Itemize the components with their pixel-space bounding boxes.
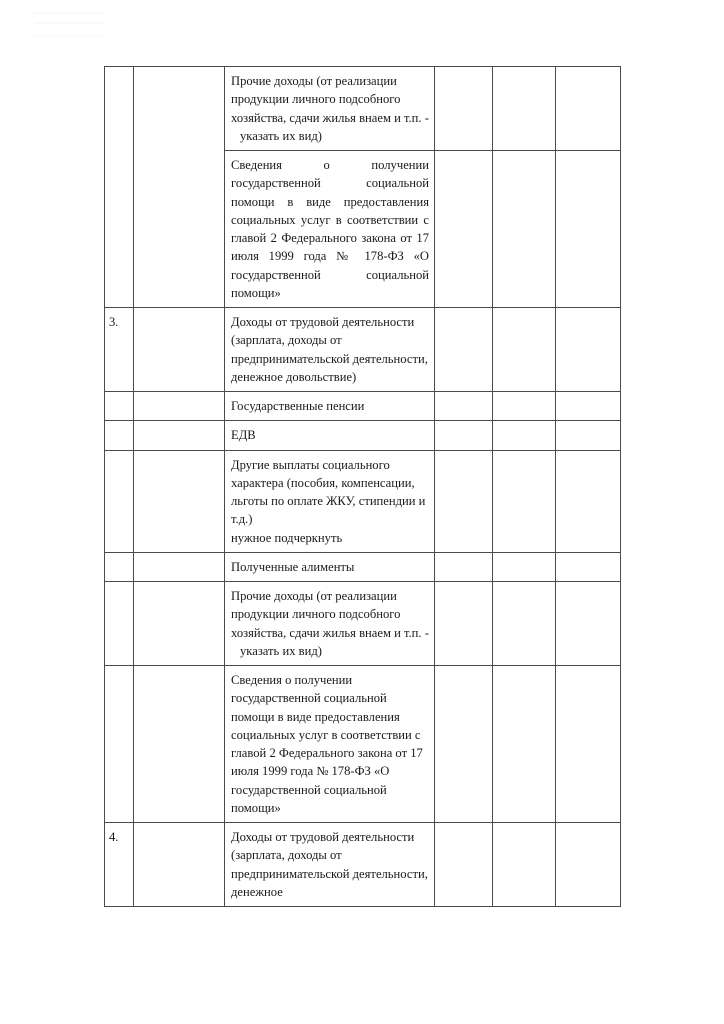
row-blank-cell[interactable] bbox=[134, 421, 225, 450]
row-data-cell-2[interactable] bbox=[493, 666, 556, 823]
row-description-cell bbox=[225, 151, 435, 308]
row-data-cell-1[interactable] bbox=[435, 582, 493, 666]
table-row bbox=[105, 308, 621, 392]
row-description-cell bbox=[225, 421, 435, 450]
row-blank-cell[interactable] bbox=[134, 67, 225, 308]
row-data-cell-3[interactable] bbox=[556, 582, 621, 666]
table-row bbox=[105, 823, 621, 907]
row-data-cell-2[interactable] bbox=[493, 823, 556, 907]
row-description-cell bbox=[225, 823, 435, 907]
row-description-text: Доходы от трудовой деятельности (зарплата, доходы от предпринимательской деятельности, денежное довольствие) bbox=[231, 315, 428, 384]
row-description-text: ЕДВ bbox=[231, 428, 256, 443]
row-index-cell bbox=[105, 823, 134, 907]
row-description-tail: нужное подчеркнуть bbox=[231, 530, 343, 545]
table-row bbox=[105, 392, 621, 421]
row-description-text: Прочие доходы (от реализации продукции личного подсобного хозяйства, сдачи жилья внаем и т.п. - bbox=[231, 589, 429, 640]
row-index-label: 3. bbox=[109, 315, 119, 329]
row-blank-cell[interactable] bbox=[134, 582, 225, 666]
row-blank-cell[interactable] bbox=[134, 552, 225, 581]
row-description-cell bbox=[225, 67, 435, 151]
row-data-cell-1[interactable] bbox=[435, 392, 493, 421]
row-data-cell-2[interactable] bbox=[493, 421, 556, 450]
table-row bbox=[105, 666, 621, 823]
income-declaration-table bbox=[104, 66, 621, 907]
row-index-cell bbox=[105, 552, 134, 581]
table-row bbox=[105, 67, 621, 151]
row-data-cell-1[interactable] bbox=[435, 421, 493, 450]
row-description-cell bbox=[225, 450, 435, 552]
row-index-cell bbox=[105, 666, 134, 823]
table-row bbox=[105, 450, 621, 552]
row-data-cell-3[interactable] bbox=[556, 823, 621, 907]
table-row bbox=[105, 421, 621, 450]
row-description-cell bbox=[225, 582, 435, 666]
row-data-cell-2[interactable] bbox=[493, 67, 556, 151]
row-data-cell-3[interactable] bbox=[556, 308, 621, 392]
table-row bbox=[105, 552, 621, 581]
row-data-cell-2[interactable] bbox=[493, 450, 556, 552]
row-description-text: Полученные алименты bbox=[231, 559, 355, 574]
row-data-cell-3[interactable] bbox=[556, 552, 621, 581]
row-index-label: 4. bbox=[109, 830, 119, 844]
table-body bbox=[105, 67, 621, 907]
row-index-cell bbox=[105, 67, 134, 308]
row-index-cell bbox=[105, 421, 134, 450]
row-data-cell-3[interactable] bbox=[556, 421, 621, 450]
row-data-cell-2[interactable] bbox=[493, 308, 556, 392]
row-data-cell-1[interactable] bbox=[435, 151, 493, 308]
row-data-cell-1[interactable] bbox=[435, 450, 493, 552]
row-index-cell bbox=[105, 308, 134, 392]
row-description-text: Доходы от трудовой деятельности (зарплата, доходы от предпринимательской деятельности, денежное bbox=[231, 830, 428, 899]
row-blank-cell[interactable] bbox=[134, 450, 225, 552]
row-data-cell-3[interactable] bbox=[556, 392, 621, 421]
table-row bbox=[105, 582, 621, 666]
row-data-cell-3[interactable] bbox=[556, 666, 621, 823]
scan-noise-artifact bbox=[34, 6, 104, 50]
row-data-cell-1[interactable] bbox=[435, 67, 493, 151]
row-description-tail: указать их вид) bbox=[240, 643, 322, 658]
row-index-cell bbox=[105, 450, 134, 552]
row-blank-cell[interactable] bbox=[134, 823, 225, 907]
row-index-cell bbox=[105, 392, 134, 421]
row-description-text: Прочие доходы (от реализации продукции личного подсобного хозяйства, сдачи жилья внаем и т.п. - bbox=[231, 74, 429, 125]
row-blank-cell[interactable] bbox=[134, 666, 225, 823]
row-data-cell-1[interactable] bbox=[435, 666, 493, 823]
row-data-cell-3[interactable] bbox=[556, 67, 621, 151]
row-description-cell bbox=[225, 552, 435, 581]
row-blank-cell[interactable] bbox=[134, 308, 225, 392]
row-description-cell bbox=[225, 666, 435, 823]
row-data-cell-2[interactable] bbox=[493, 392, 556, 421]
row-data-cell-3[interactable] bbox=[556, 151, 621, 308]
row-data-cell-2[interactable] bbox=[493, 552, 556, 581]
row-description-text: Сведения о получении государственной социальной помощи в виде предоставления социальных услуг в соответствии с главой 2 Федерального закона от 17 июля 1999 года № 178-ФЗ «О государственной социальной помощи» bbox=[231, 158, 429, 300]
row-description-text: Государственные пенсии bbox=[231, 399, 365, 413]
row-description-text: Другие выплаты социального характера (пособия, компенсации, льготы по оплате ЖКУ, стипендии и т.д.) bbox=[231, 457, 426, 527]
row-data-cell-2[interactable] bbox=[493, 582, 556, 666]
row-description-cell bbox=[225, 308, 435, 392]
row-data-cell-2[interactable] bbox=[493, 151, 556, 308]
row-data-cell-1[interactable] bbox=[435, 823, 493, 907]
row-data-cell-1[interactable] bbox=[435, 552, 493, 581]
row-data-cell-3[interactable] bbox=[556, 450, 621, 552]
row-blank-cell[interactable] bbox=[134, 392, 225, 421]
row-description-text: Сведения о получении государственной социальной помощи в виде предоставления социальных услуг в соответствии с главой 2 Федерального закона от 17 июля 1999 года № 178-ФЗ «О государственной социальной помощи» bbox=[231, 673, 423, 815]
row-description-cell bbox=[225, 392, 435, 421]
row-description-tail: указать их вид) bbox=[240, 128, 322, 143]
row-index-cell bbox=[105, 582, 134, 666]
row-data-cell-1[interactable] bbox=[435, 308, 493, 392]
